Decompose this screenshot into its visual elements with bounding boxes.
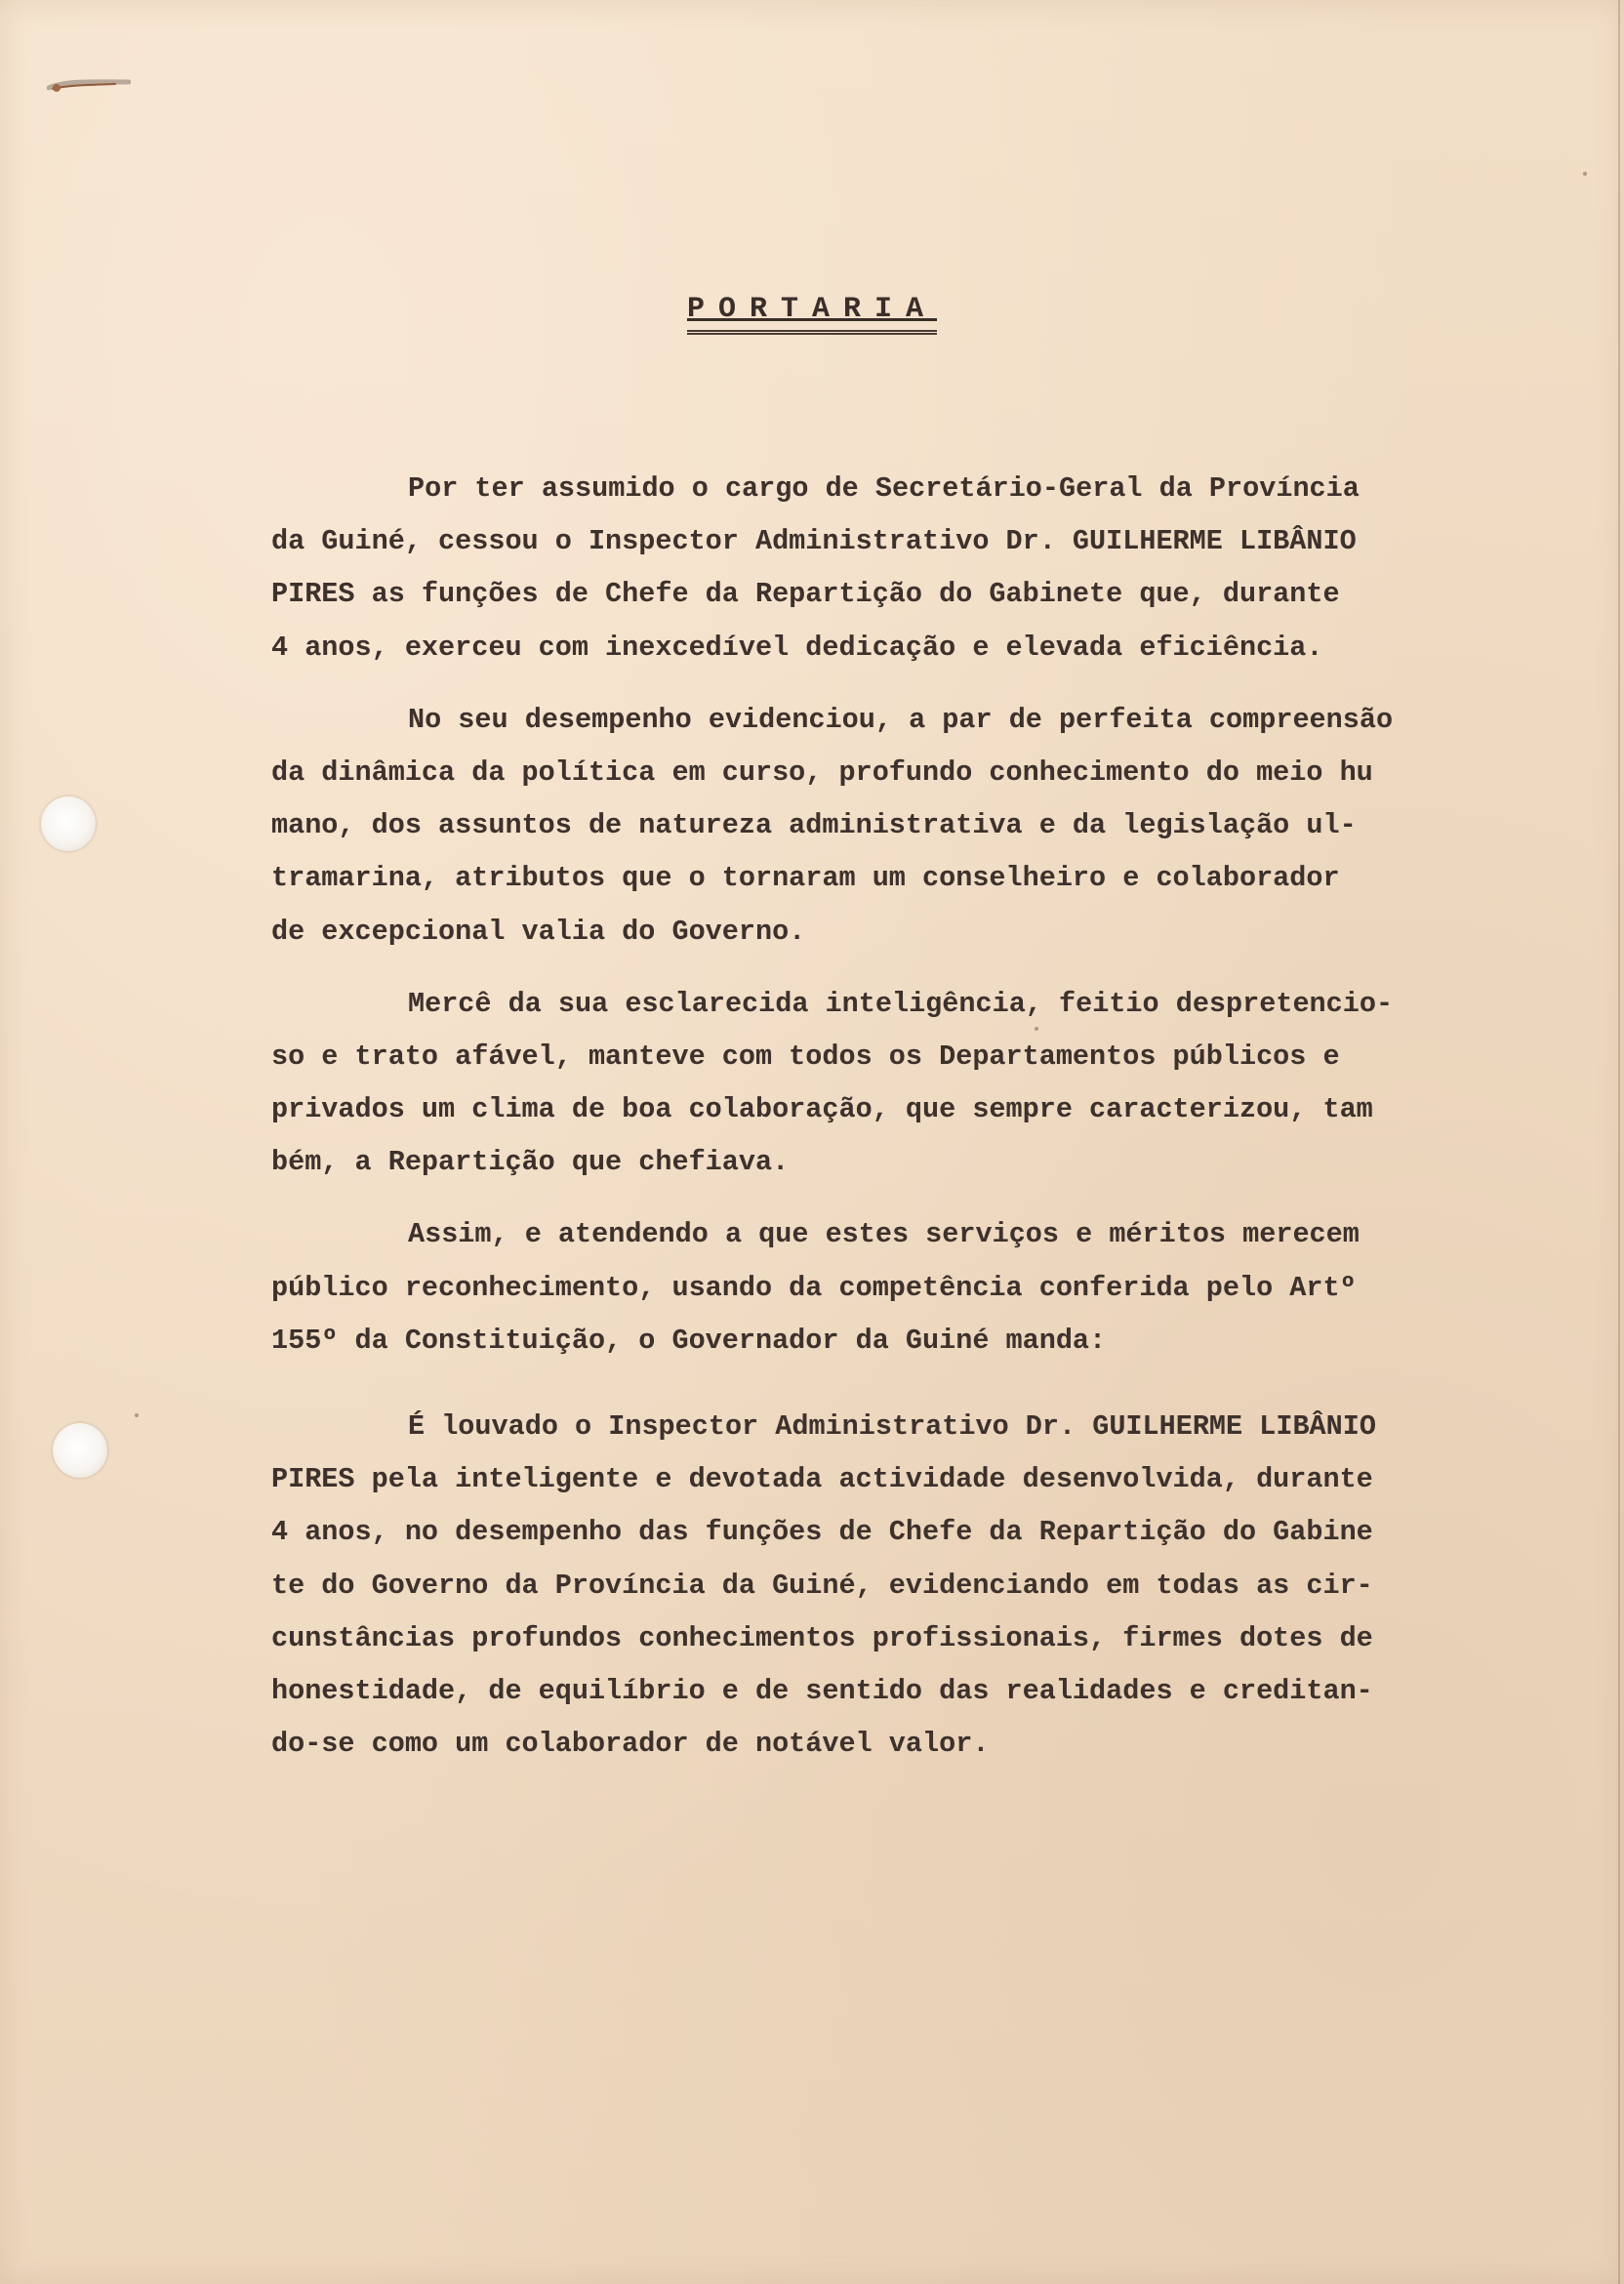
text-line: de excepcional valia do Governo.: [271, 915, 806, 948]
text-line: da dinâmica da política em curso, profundo conhecimento do meio hu: [271, 755, 1373, 789]
paragraph-spacer: [271, 1367, 1560, 1401]
text-line: público reconhecimento, usando da competência conferida pelo Artº: [271, 1271, 1357, 1304]
text-line: PIRES pela inteligente e devotada actividade desenvolvida, durante: [271, 1463, 1373, 1496]
paragraph: [271, 1208, 1560, 1367]
paragraph-spacer: [271, 958, 1560, 978]
text-line: Assim, e atendendo a que estes serviços e méritos merecem: [408, 1218, 1360, 1251]
paragraph-spacer: [271, 1189, 1560, 1208]
text-line: so e trato afável, manteve com todos os Departamentos públicos e: [271, 1040, 1340, 1073]
text-line: do-se como um colaborador de notável valor.: [271, 1728, 990, 1761]
title-container: [0, 293, 1624, 335]
text-line: 4 anos, no desempenho das funções de Chefe da Repartição do Gabine: [271, 1516, 1373, 1549]
paper-speck: [1583, 172, 1587, 176]
punch-hole-lower: [53, 1423, 107, 1478]
text-line: bém, a Repartição que chefiava.: [271, 1146, 790, 1179]
text-line: te do Governo da Província da Guiné, evidenciando em todas as cir-: [271, 1569, 1373, 1602]
paragraph: [271, 1401, 1560, 1771]
document-title: PORTARIA: [687, 293, 937, 335]
text-line: tramarina, atributos que o tornaram um conselheiro e colaborador: [271, 862, 1340, 895]
text-line: É louvado o Inspector Administrativo Dr. GUILHERME LIBÂNIO: [408, 1410, 1376, 1443]
text-line: 155º da Constituição, o Governador da Guiné manda:: [271, 1324, 1107, 1357]
text-line: honestidade, de equilíbrio e de sentido das realidades e creditan-: [271, 1674, 1373, 1707]
text-line: 4 anos, exerceu com inexcedível dedicação e elevada eficiência.: [271, 631, 1323, 664]
page-edge: [1618, 0, 1620, 2284]
paragraph: [271, 694, 1560, 958]
paper-speck: [135, 1413, 139, 1417]
document-body: [271, 463, 1560, 1771]
paragraph: [271, 463, 1560, 674]
text-line: No seu desempenho evidenciou, a par de perfeita compreensão: [408, 703, 1394, 736]
text-line: mano, dos assuntos de natureza administrativa e da legislação ul-: [271, 809, 1357, 842]
text-line: privados um clima de boa colaboração, que sempre caracterizou, tam: [271, 1093, 1373, 1126]
text-line: Por ter assumido o cargo de Secretário-Geral da Província: [408, 472, 1360, 505]
staple-mark: [47, 76, 131, 96]
paragraph: [271, 978, 1560, 1190]
paragraph-spacer: [271, 674, 1560, 694]
text-line: Mercê da sua esclarecida inteligência, feitio despretencio-: [408, 987, 1394, 1020]
text-line: cunstâncias profundos conhecimentos profissionais, firmes dotes de: [271, 1621, 1373, 1654]
punch-hole-upper: [41, 796, 96, 851]
text-line: da Guiné, cessou o Inspector Administrativo Dr. GUILHERME LIBÂNIO: [271, 525, 1357, 558]
text-line: PIRES as funções de Chefe da Repartição do Gabinete que, durante: [271, 578, 1340, 611]
